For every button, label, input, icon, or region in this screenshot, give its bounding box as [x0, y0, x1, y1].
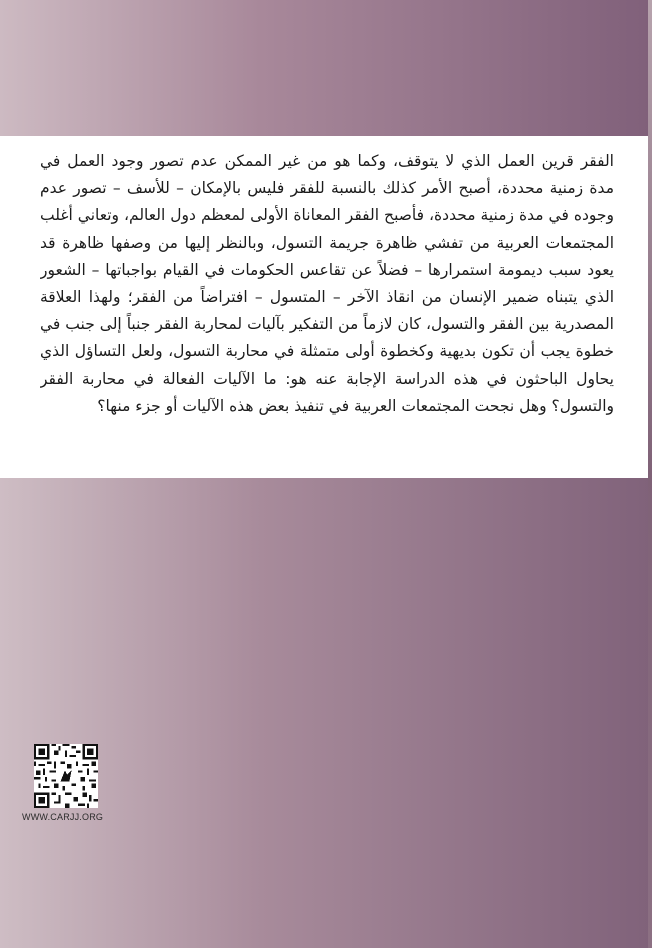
blurb-line: الذي يتبناه ضمير الإنسان من انقاذ الآخر – المتسول – افتراضاً من الفقر؛ ولهذا العلاقة [40, 288, 614, 307]
blurb-line: يعود سبب ديمومة استمرارها – فضلاً عن تقاعس الحكومات في القيام بواجباتها – الشعور [40, 260, 614, 279]
blurb-line: خطوة يجب أن تكون بديهية وكخطوة أولى متمثلة في محاربة التسول، ولعل التساؤل الذي [40, 342, 614, 361]
blurb-line: والتسول؟ وهل نجحت المجتمعات العربية في تنفيذ بعض هذه الآليات أو جزء منها؟ [97, 396, 614, 415]
blurb-line: وجوده في مدة زمنية محددة، فأصبح الفقر المعاناة الأولى لمعظم دول العالم، وتعاني أغلب [40, 206, 614, 225]
blurb-line: المجتمعات العربية من تفشي ظاهرة جريمة التسول، وبالنظر إليها من وصفها ظاهرة قد [40, 233, 614, 252]
spine-edge [648, 0, 652, 948]
blurb-line: مدة زمنية محددة، أصبح الأمر كذلك بالنسبة للفقر فليس بالإمكان – للأسف – تصور عدم [40, 179, 614, 198]
website-url: WWW.CARJJ.ORG [22, 812, 104, 822]
blurb-line: يحاول الباحثون في هذه الدراسة الإجابة عنه هو: ما الآليات الفعالة في محاربة الفقر [40, 369, 614, 388]
bottom-color-band [0, 478, 652, 948]
top-color-band [0, 0, 652, 136]
qr-code-icon [34, 744, 98, 808]
blurb-line: الفقر قرين العمل الذي لا يتوقف، وكما هو من غير الممكن عدم تصور وجود العمل في [40, 152, 614, 170]
blurb-paragraph [40, 148, 614, 420]
blurb-line: المصدرية بين الفقر والتسول، كان لازماً من التفكير بآليات لمحاربة الفقر جنباً إلى جنب في [40, 315, 614, 334]
